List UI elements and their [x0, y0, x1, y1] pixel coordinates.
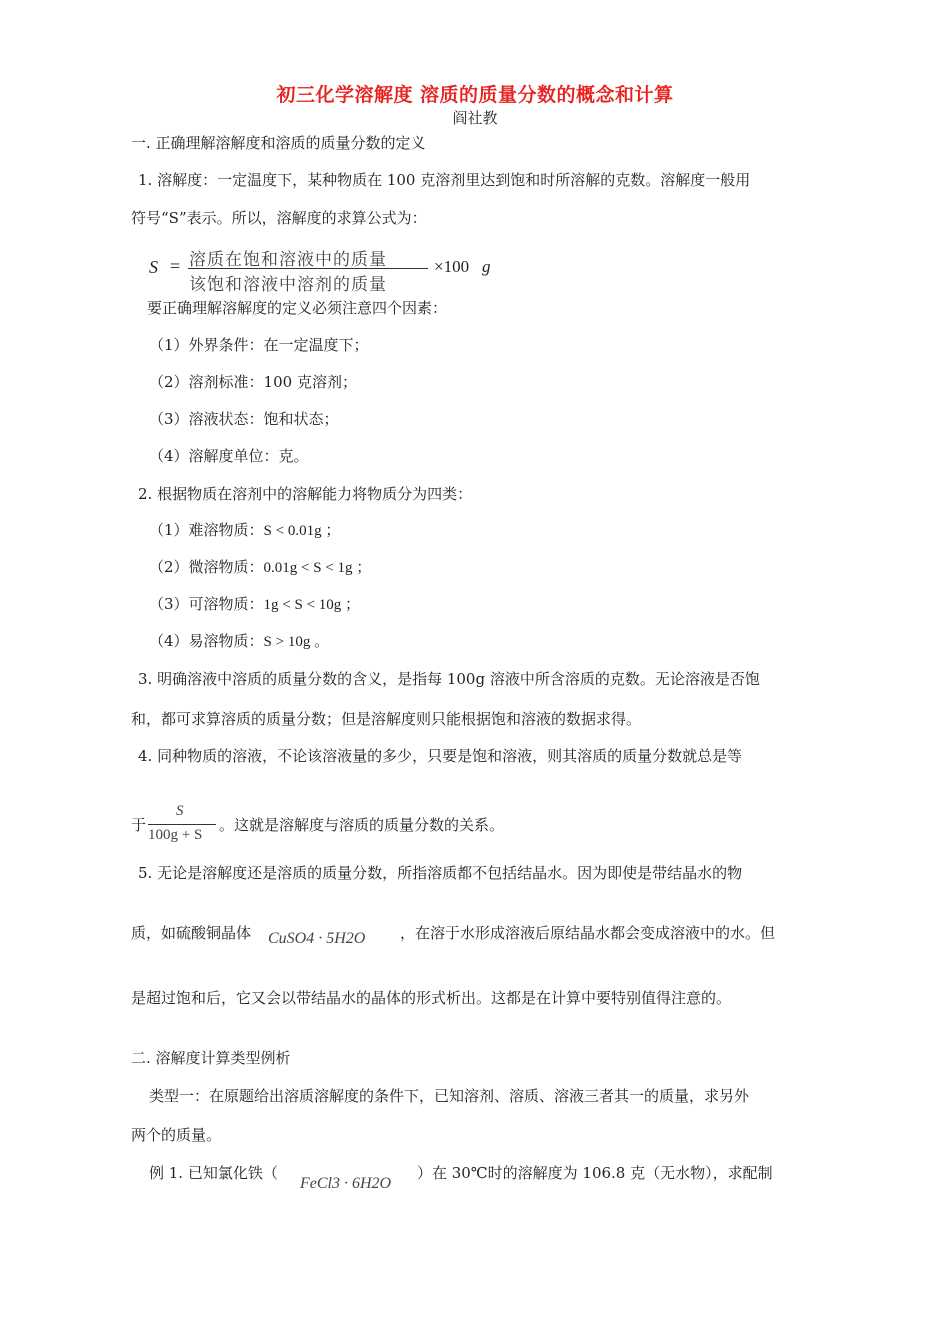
formula-equals: = — [170, 256, 181, 276]
class-expression: 0.01g < S < 1g ； — [263, 560, 372, 576]
formula-unit: g — [482, 257, 491, 276]
class-item — [149, 593, 360, 616]
class-label: （4）易溶物质： — [149, 632, 264, 650]
class-expression: S < 0.01g ； — [263, 523, 341, 539]
paragraph-5-line-3: 是超过饱和后，它又会以带结晶水的晶体的形式析出。这都是在计算中要特别值得注意的。 — [131, 989, 732, 1007]
formula-numerator: 溶质在饱和溶液中的质量 — [189, 250, 387, 270]
type1-line-2: 两个的质量。 — [131, 1126, 222, 1144]
document-title: 初三化学溶解度 溶质的质量分数的概念和计算 — [276, 84, 674, 106]
paragraph-3-line-1: 3. 明确溶液中溶质的质量分数的含义，是指每 100g 溶液中所含溶质的克数。无论溶液是否饱 — [138, 670, 760, 688]
factor-item: （3）溶液状态：饱和状态； — [149, 410, 339, 428]
class-label: （3）可溶物质： — [149, 595, 264, 613]
author-name: 阎社教 — [452, 109, 498, 127]
paragraph-5-line-1: 5. 无论是溶解度还是溶质的质量分数，所指溶质都不包括结晶水。因为即使是带结晶水的物 — [138, 864, 743, 882]
class-expression: 1g < S < 10g ； — [263, 597, 361, 613]
paragraph-3-line-2: 和，都可求算溶质的质量分数；但是溶解度则只能根据饱和溶液的数据求得。 — [131, 710, 642, 728]
ex1-prefix: 例 1. 已知氯化铁（ — [149, 1164, 278, 1182]
p5-suffix: ，在溶于水形成溶液后原结晶水都会变成溶液中的水。但 — [400, 924, 776, 942]
paragraph-4-line-1: 4. 同种物质的溶液，不论该溶液量的多少，只要是饱和溶液，则其溶质的质量分数就总是等 — [138, 747, 743, 765]
formula-fraction-line — [188, 268, 428, 269]
section2-heading: 二. 溶解度计算类型例析 — [131, 1049, 291, 1067]
paragraph-2: 2. 根据物质在溶剂中的溶解能力将物质分为四类： — [138, 485, 473, 503]
paragraph-1-line-1: 1. 溶解度：一定温度下，某种物质在 100 克溶剂里达到饱和时所溶解的克数。溶解度一般用 — [138, 171, 751, 189]
section1-heading: 一. 正确理解溶解度和溶质的质量分数的定义 — [131, 134, 426, 152]
factor-item: （1）外界条件：在一定温度下； — [149, 336, 369, 354]
class-label: （1）难溶物质： — [149, 521, 264, 539]
paragraph-1-line-2: 符号“S”表示。所以，溶解度的求算公式为： — [131, 209, 427, 227]
formula-times-100: ×100 — [434, 257, 470, 276]
factors-intro: 要正确理解溶解度的定义必须注意四个因素： — [147, 299, 448, 317]
class-item — [149, 630, 329, 653]
p4-prefix: 于 — [131, 816, 147, 834]
factor-item: （2）溶剂标准：100 克溶剂； — [149, 373, 357, 391]
class-label: （2）微溶物质： — [149, 558, 264, 576]
type1-line-1: 类型一：在原题给出溶质溶解度的条件下，已知溶剂、溶质、溶液三者其一的质量，求另外 — [149, 1087, 750, 1105]
class-expression: S > 10g 。 — [263, 634, 330, 650]
p4-suffix: 。这就是溶解度与溶质的质量分数的关系。 — [219, 816, 505, 834]
formula-denominator: 该饱和溶液中溶剂的质量 — [189, 275, 387, 295]
class-item — [149, 556, 371, 579]
factor-item: （4）溶解度单位：克。 — [149, 447, 309, 465]
p4-fraction-denominator: 100g + S — [148, 827, 203, 843]
p5-chemical-formula: CuSO4 · 5H2O — [268, 930, 366, 947]
class-item — [149, 519, 340, 542]
p4-fraction-line — [148, 824, 216, 825]
ex1-suffix: ）在 30℃时的溶解度为 106.8 克（无水物），求配制 — [417, 1164, 773, 1182]
p4-fraction-numerator: S — [176, 803, 184, 819]
formula-lhs: S — [149, 257, 158, 277]
p5-prefix: 质，如硫酸铜晶体 — [131, 924, 252, 942]
ex1-chemical-formula: FeCl3 · 6H2O — [300, 1175, 392, 1192]
